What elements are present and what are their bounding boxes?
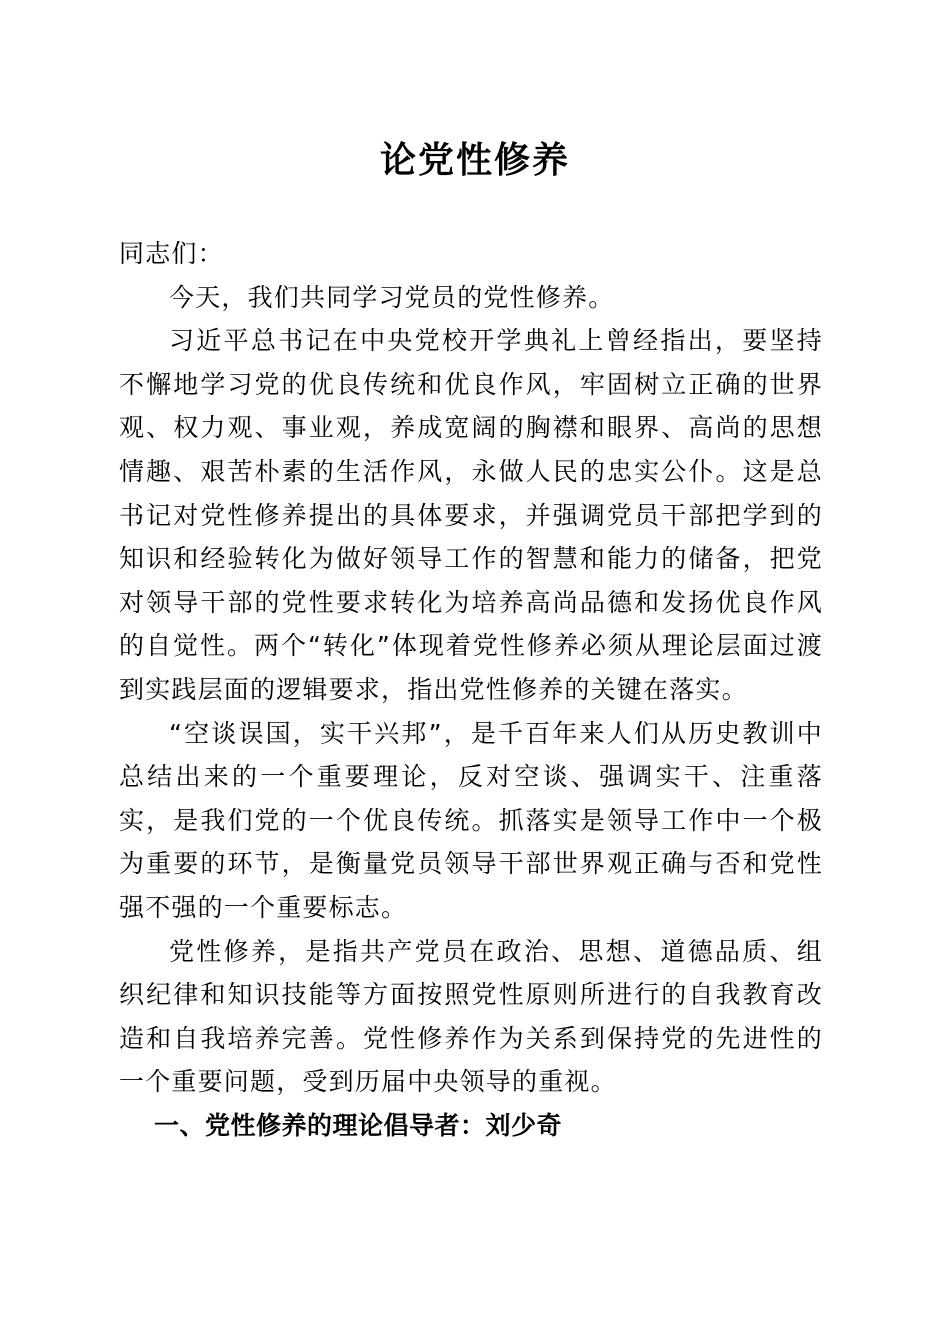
paragraph-empty-talk: “空谈误国，实干兴邦”，是千百年来人们从历史教训中总结出来的一个重要理论，反对空谈、强调实干、注重落实，是我们党的一个优良传统。抓落实是领导工作中一个极为重要的环节，是衡量党员领导干部世界观正确与否和党性强不强的一个重要标志。 bbox=[119, 718, 823, 922]
section-heading: 一、党性修养的理论倡导者：刘少奇 bbox=[154, 1110, 563, 1140]
paragraph-xi-jinping-remarks: 习近平总书记在中央党校开学典礼上曾经指出，要坚持不懈地学习党的优良传统和优良作风，牢固树立正确的世界观、权力观、事业观，养成宽阔的胸襟和眼界、高尚的思想情趣、艰苦朴素的生活作风，永做人民的忠实公仆。这是总书记对党性修养提出的具体要求，并强调党员干部把学到的知识和经验转化为做好领导工作的智慧和能力的储备，把党对领导干部的党性要求转化为培养高尚品德和发扬优良作风的自觉性。两个“转化”体现着党性修养必须从理论层面过渡到实践层面的逻辑要求，指出党性修养的关键在落实。 bbox=[119, 326, 823, 704]
document-body bbox=[119, 232, 823, 1147]
paragraph-intro: 今天，我们共同学习党员的党性修养。 bbox=[169, 282, 615, 312]
paragraph-definition: 党性修养，是指共产党员在政治、思想、道德品质、组织纪律和知识技能等方面按照党性原则所进行的自我教育改造和自我培养完善。党性修养作为关系到保持党的先进性的一个重要问题，受到历届中央领导的重视。 bbox=[119, 936, 823, 1097]
salutation: 同志们： bbox=[119, 239, 224, 268]
document-title: 论党性修养 bbox=[379, 139, 570, 181]
